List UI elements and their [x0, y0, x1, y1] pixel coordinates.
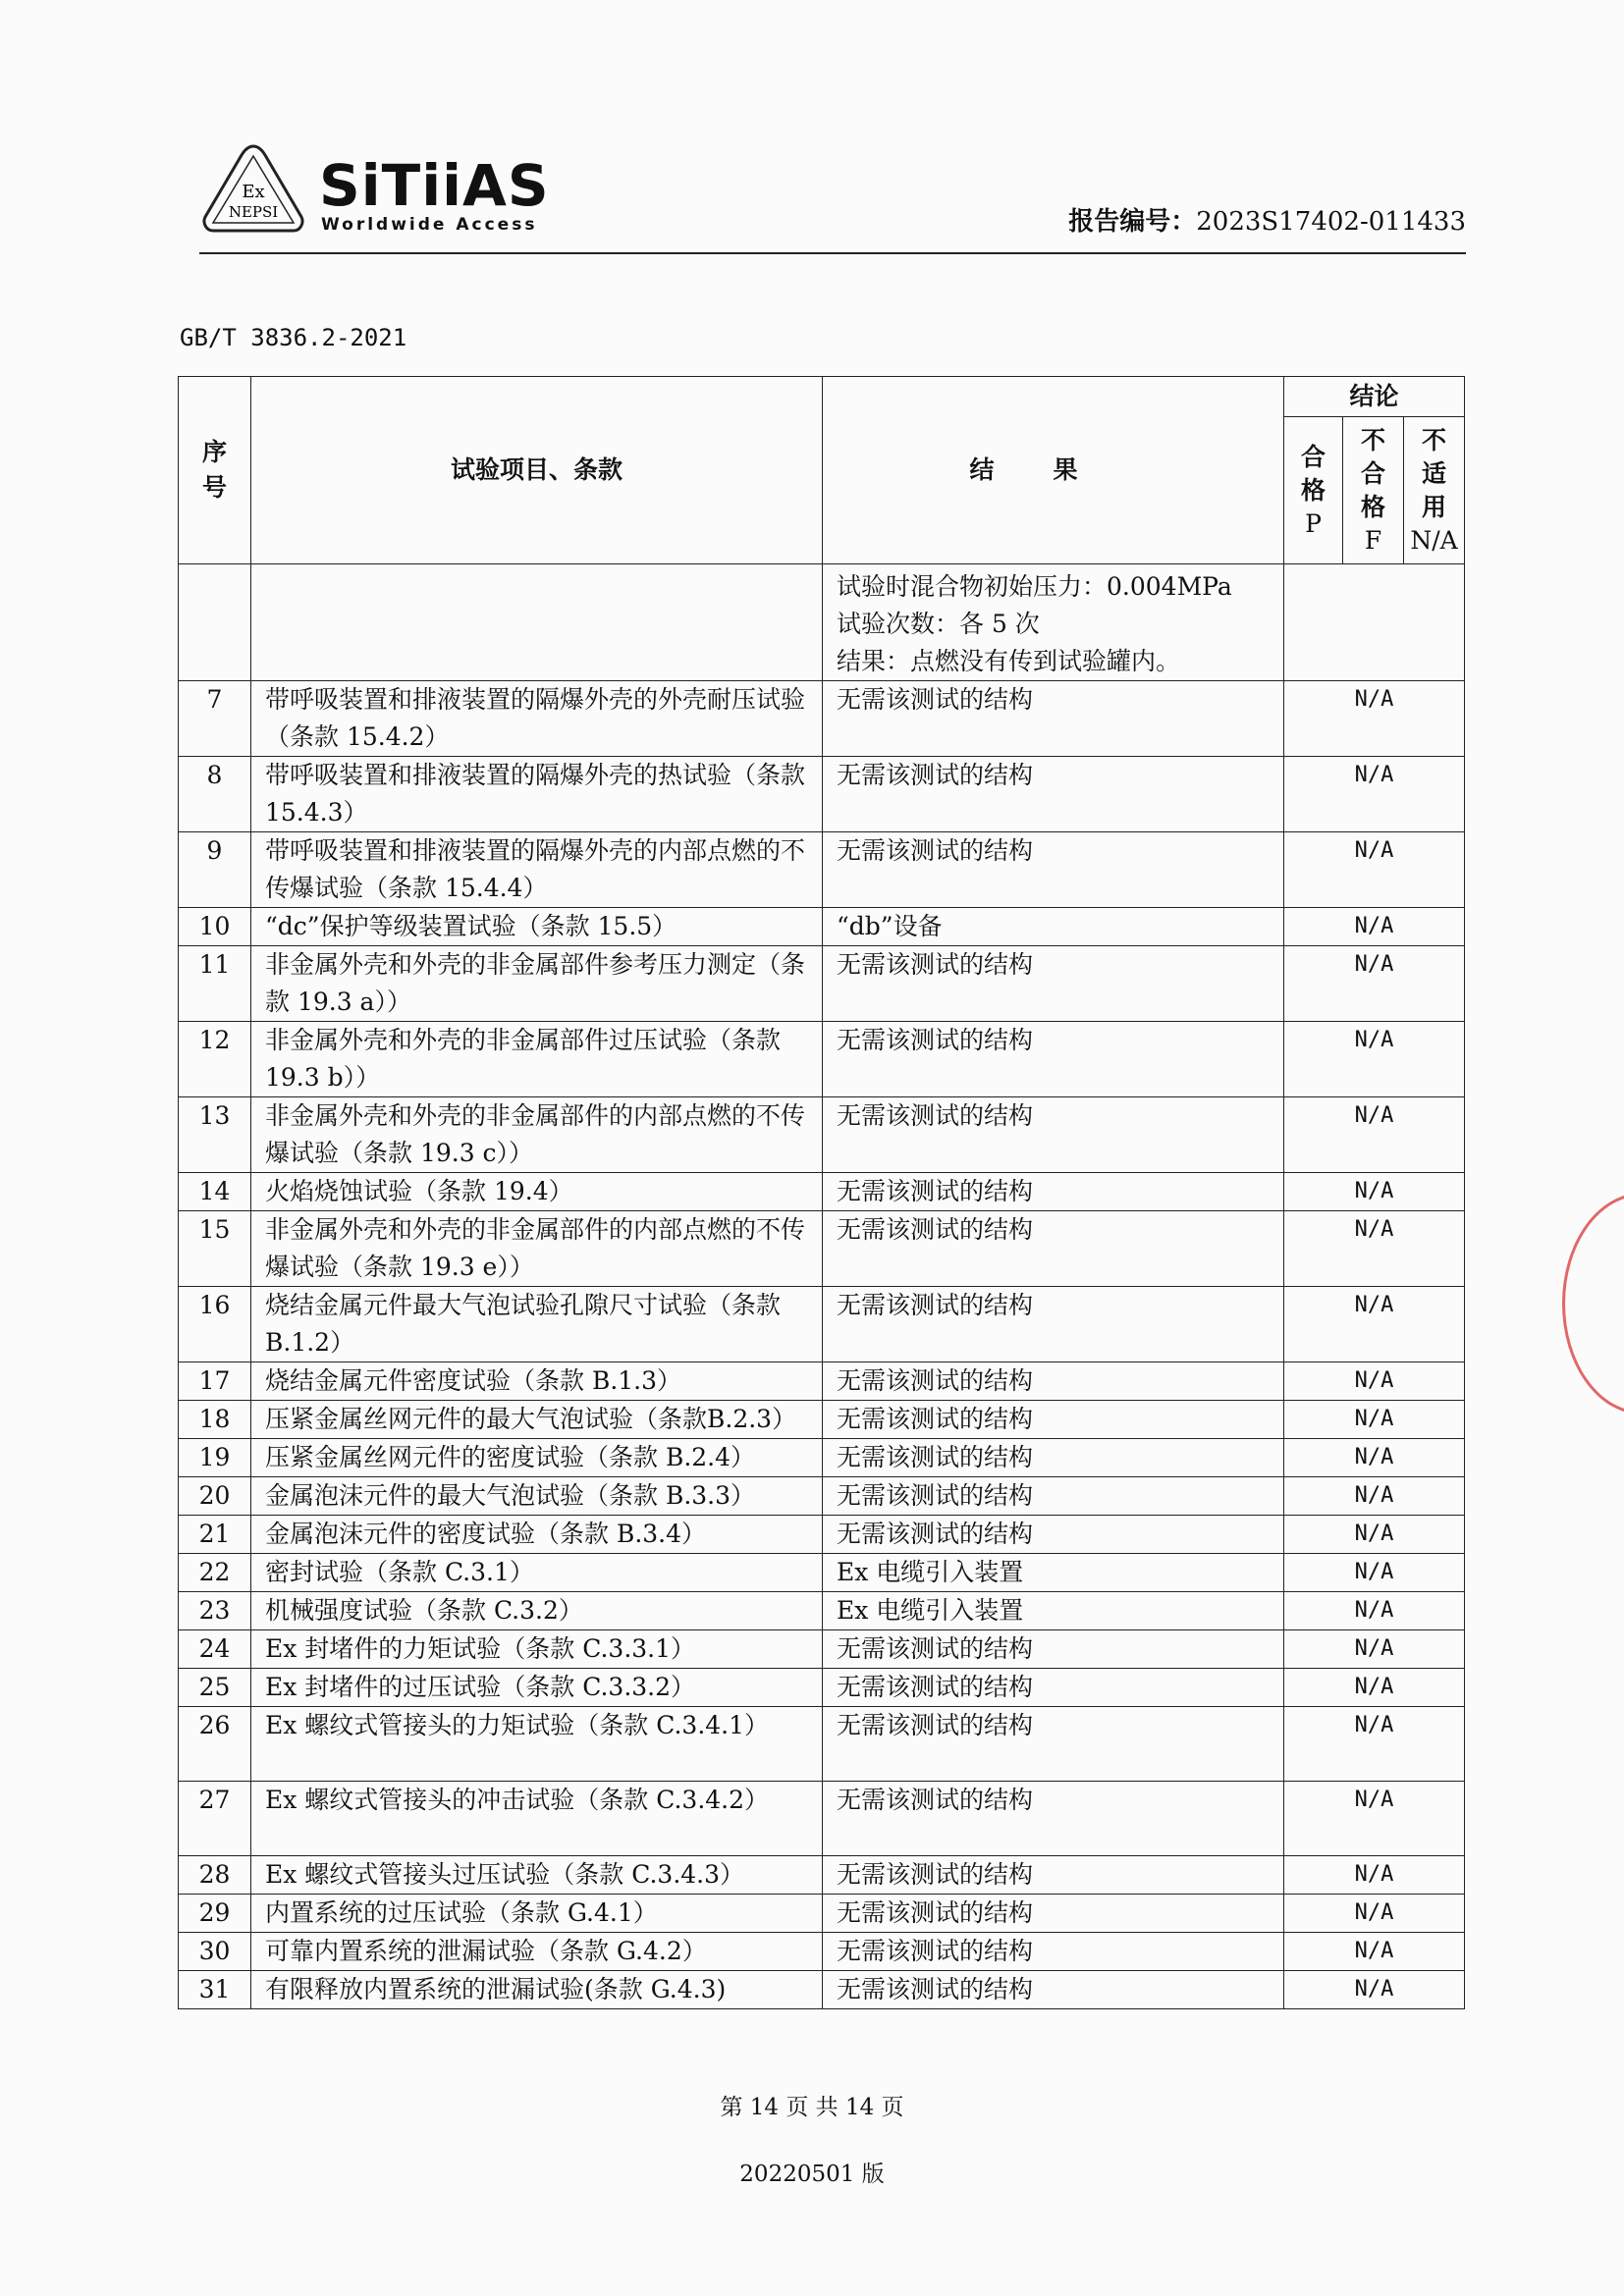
table-row — [179, 1895, 1465, 1933]
conclusion-value: N/A — [1284, 1439, 1465, 1477]
header-rule — [199, 252, 1466, 254]
row-number: 11 — [179, 946, 251, 1022]
row-number: 15 — [179, 1211, 251, 1287]
test-item: 密封试验（条款 C.3.1） — [251, 1554, 823, 1592]
col-fail-header — [1343, 417, 1404, 564]
test-result: 无需该测试的结构 — [823, 1516, 1284, 1554]
row-number: 22 — [179, 1554, 251, 1592]
table-row — [179, 1362, 1465, 1401]
conclusion-value: N/A — [1284, 832, 1465, 908]
table-row — [179, 1782, 1465, 1856]
table-row — [179, 1554, 1465, 1592]
col-pass-header — [1284, 417, 1343, 564]
test-item: “dc”保护等级装置试验（条款 15.5） — [251, 908, 823, 946]
standard-code: GB/T 3836.2-2021 — [180, 324, 407, 351]
conclusion-value: N/A — [1284, 757, 1465, 832]
col-na-header — [1404, 417, 1465, 564]
header-char: 合 — [1300, 442, 1326, 471]
test-result: 无需该测试的结构 — [823, 1097, 1284, 1173]
test-item: 带呼吸装置和排液装置的隔爆外壳的外壳耐压试验（条款 15.4.2） — [251, 681, 823, 757]
header-char: F — [1364, 525, 1382, 555]
form-version: 20220501 版 — [739, 2162, 885, 2187]
test-item: 烧结金属元件密度试验（条款 B.1.3） — [251, 1362, 823, 1401]
row-number: 7 — [179, 681, 251, 757]
header-char: 不 — [1422, 425, 1447, 454]
header-char: N/A — [1410, 525, 1458, 555]
test-item: 金属泡沫元件的最大气泡试验（条款 B.3.3） — [251, 1477, 823, 1516]
test-result: Ex 电缆引入装置 — [823, 1554, 1284, 1592]
row-number: 23 — [179, 1592, 251, 1630]
conclusion-value: N/A — [1284, 1669, 1465, 1707]
test-result: 无需该测试的结构 — [823, 946, 1284, 1022]
test-item: Ex 封堵件的力矩试验（条款 C.3.3.1） — [251, 1630, 823, 1669]
test-result: 无需该测试的结构 — [823, 1439, 1284, 1477]
test-item: 非金属外壳和外壳的非金属部件参考压力测定（条款 19.3 a）） — [251, 946, 823, 1022]
test-result: 无需该测试的结构 — [823, 1933, 1284, 1971]
test-item: 可靠内置系统的泄漏试验（条款 G.4.2） — [251, 1933, 823, 1971]
test-result: 无需该测试的结构 — [823, 1477, 1284, 1516]
row-number: 31 — [179, 1971, 251, 2009]
test-result: 无需该测试的结构 — [823, 1856, 1284, 1895]
test-result: 无需该测试的结构 — [823, 1971, 1284, 2009]
row-number: 17 — [179, 1362, 251, 1401]
test-result: 无需该测试的结构 — [823, 681, 1284, 757]
table-row — [179, 1173, 1465, 1211]
row-number: 16 — [179, 1287, 251, 1362]
table-row — [179, 1516, 1465, 1554]
row-number: 19 — [179, 1439, 251, 1477]
table-row — [179, 1933, 1465, 1971]
row-number: 8 — [179, 757, 251, 832]
table-row — [179, 757, 1465, 832]
test-result: 无需该测试的结构 — [823, 1630, 1284, 1669]
test-item: Ex 螺纹式管接头的力矩试验（条款 C.3.4.1） — [251, 1707, 823, 1782]
report-number-value: 2023S17402-011433 — [1196, 207, 1466, 237]
conclusion-value: N/A — [1284, 946, 1465, 1022]
test-result: 无需该测试的结构 — [823, 1362, 1284, 1401]
table-row — [179, 1971, 1465, 2009]
conclusion-value: N/A — [1284, 1173, 1465, 1211]
row-number: 12 — [179, 1022, 251, 1097]
row-number: 29 — [179, 1895, 251, 1933]
test-item: 机械强度试验（条款 C.3.2） — [251, 1592, 823, 1630]
notes-seq-cell — [179, 564, 251, 681]
test-item: 烧结金属元件最大气泡试验孔隙尺寸试验（条款 B.1.2） — [251, 1287, 823, 1362]
row-number: 25 — [179, 1669, 251, 1707]
test-item: Ex 螺纹式管接头的冲击试验（条款 C.3.4.2） — [251, 1782, 823, 1856]
row-number: 14 — [179, 1173, 251, 1211]
table-row — [179, 1477, 1465, 1516]
test-item: 带呼吸装置和排液装置的隔爆外壳的内部点燃的不传爆试验（条款 15.4.4） — [251, 832, 823, 908]
table-row — [179, 946, 1465, 1022]
header-char: 适 — [1422, 458, 1447, 488]
test-result: 无需该测试的结构 — [823, 1669, 1284, 1707]
conclusion-value: N/A — [1284, 1362, 1465, 1401]
table-row — [179, 1439, 1465, 1477]
row-number: 10 — [179, 908, 251, 946]
table-row — [179, 1856, 1465, 1895]
conclusion-value: N/A — [1284, 1097, 1465, 1173]
table-row — [179, 1022, 1465, 1097]
row-number: 28 — [179, 1856, 251, 1895]
conclusion-value: N/A — [1284, 908, 1465, 946]
conclusion-value: N/A — [1284, 1554, 1465, 1592]
conclusion-value: N/A — [1284, 1211, 1465, 1287]
row-number: 26 — [179, 1707, 251, 1782]
test-result: 无需该测试的结构 — [823, 1707, 1284, 1782]
row-number: 13 — [179, 1097, 251, 1173]
test-result: 无需该测试的结构 — [823, 757, 1284, 832]
conclusion-value: N/A — [1284, 1630, 1465, 1669]
col-result-header: 结果 — [823, 377, 1284, 564]
row-number: 21 — [179, 1516, 251, 1554]
notes-row — [179, 564, 1465, 681]
notes-cell — [823, 564, 1284, 681]
test-item: Ex 螺纹式管接头过压试验（条款 C.3.4.3） — [251, 1856, 823, 1895]
table-row — [179, 1097, 1465, 1173]
logo-mark-bottom: NEPSI — [228, 203, 279, 221]
conclusion-value: N/A — [1284, 1592, 1465, 1630]
header-char: 不 — [1360, 425, 1385, 454]
row-number: 18 — [179, 1401, 251, 1439]
conclusion-value: N/A — [1284, 1287, 1465, 1362]
brand-tagline: Worldwide Access — [321, 215, 538, 235]
table-row — [179, 1592, 1465, 1630]
test-results-table — [178, 376, 1465, 2009]
test-item: 非金属外壳和外壳的非金属部件的内部点燃的不传爆试验（条款 19.3 e）） — [251, 1211, 823, 1287]
note-line: 试验次数：各 5 次 — [837, 610, 1040, 638]
header-char: P — [1305, 508, 1322, 538]
table-row — [179, 1287, 1465, 1362]
test-item: 火焰烧蚀试验（条款 19.4） — [251, 1173, 823, 1211]
conclusion-value: N/A — [1284, 1707, 1465, 1782]
table-row — [179, 1630, 1465, 1669]
table-row — [179, 1669, 1465, 1707]
col-item-header: 试验项目、条款 — [251, 377, 823, 564]
test-item: 压紧金属丝网元件的密度试验（条款 B.2.4） — [251, 1439, 823, 1477]
test-item: 非金属外壳和外壳的非金属部件的内部点燃的不传爆试验（条款 19.3 c）） — [251, 1097, 823, 1173]
conclusion-value: N/A — [1284, 1022, 1465, 1097]
nepsi-logo-icon — [199, 142, 307, 236]
col-conclusion-header: 结论 — [1284, 377, 1465, 417]
test-result: 无需该测试的结构 — [823, 1022, 1284, 1097]
logo-mark-top: Ex — [242, 182, 265, 202]
header-char: 格 — [1360, 492, 1385, 521]
note-line: 结果：点燃没有传到试验罐内。 — [837, 647, 1181, 675]
test-result: 无需该测试的结构 — [823, 832, 1284, 908]
table-row — [179, 1707, 1465, 1782]
test-item: 有限释放内置系统的泄漏试验(条款 G.4.3) — [251, 1971, 823, 2009]
test-item: 带呼吸装置和排液装置的隔爆外壳的热试验（条款 15.4.3） — [251, 757, 823, 832]
brand-name: SiTiiAS — [319, 152, 550, 219]
test-item: 金属泡沫元件的密度试验（条款 B.3.4） — [251, 1516, 823, 1554]
notes-item-cell — [251, 564, 823, 681]
test-result: 无需该测试的结构 — [823, 1287, 1284, 1362]
row-number: 20 — [179, 1477, 251, 1516]
notes-conclusion-cell — [1284, 564, 1465, 681]
page-header — [199, 142, 1466, 252]
table-row — [179, 1211, 1465, 1287]
report-number — [1068, 201, 1466, 238]
conclusion-value: N/A — [1284, 1477, 1465, 1516]
conclusion-value: N/A — [1284, 1933, 1465, 1971]
table-row — [179, 681, 1465, 757]
row-number: 24 — [179, 1630, 251, 1669]
header-char: 用 — [1422, 492, 1447, 521]
test-result: 无需该测试的结构 — [823, 1211, 1284, 1287]
row-number: 30 — [179, 1933, 251, 1971]
table-row — [179, 908, 1465, 946]
header-row — [179, 377, 1465, 417]
report-number-label: 报告编号： — [1068, 207, 1197, 237]
header-char: 合 — [1360, 458, 1385, 488]
test-result: Ex 电缆引入装置 — [823, 1592, 1284, 1630]
table-row — [179, 832, 1465, 908]
test-item: 内置系统的过压试验（条款 G.4.1） — [251, 1895, 823, 1933]
test-result: 无需该测试的结构 — [823, 1173, 1284, 1211]
test-item: 非金属外壳和外壳的非金属部件过压试验（条款 19.3 b）） — [251, 1022, 823, 1097]
row-number: 27 — [179, 1782, 251, 1856]
conclusion-value: N/A — [1284, 1971, 1465, 2009]
note-line: 试验时混合物初始压力：0.004MPa — [837, 572, 1232, 601]
col-seq-header: 序 号 — [179, 377, 251, 564]
conclusion-value: N/A — [1284, 1782, 1465, 1856]
test-result: “db”设备 — [823, 908, 1284, 946]
conclusion-value: N/A — [1284, 1516, 1465, 1554]
table-row — [179, 1401, 1465, 1439]
header-char: 格 — [1300, 475, 1326, 505]
test-item: 压紧金属丝网元件的最大气泡试验（条款B.2.3） — [251, 1401, 823, 1439]
row-number: 9 — [179, 832, 251, 908]
test-result: 无需该测试的结构 — [823, 1401, 1284, 1439]
page-number: 第 14 页 共 14 页 — [720, 2095, 904, 2120]
conclusion-value: N/A — [1284, 1401, 1465, 1439]
conclusion-value: N/A — [1284, 681, 1465, 757]
red-stamp-edge — [1562, 1193, 1624, 1415]
test-item: Ex 封堵件的过压试验（条款 C.3.3.2） — [251, 1669, 823, 1707]
test-result: 无需该测试的结构 — [823, 1895, 1284, 1933]
test-result: 无需该测试的结构 — [823, 1782, 1284, 1856]
conclusion-value: N/A — [1284, 1856, 1465, 1895]
conclusion-value: N/A — [1284, 1895, 1465, 1933]
